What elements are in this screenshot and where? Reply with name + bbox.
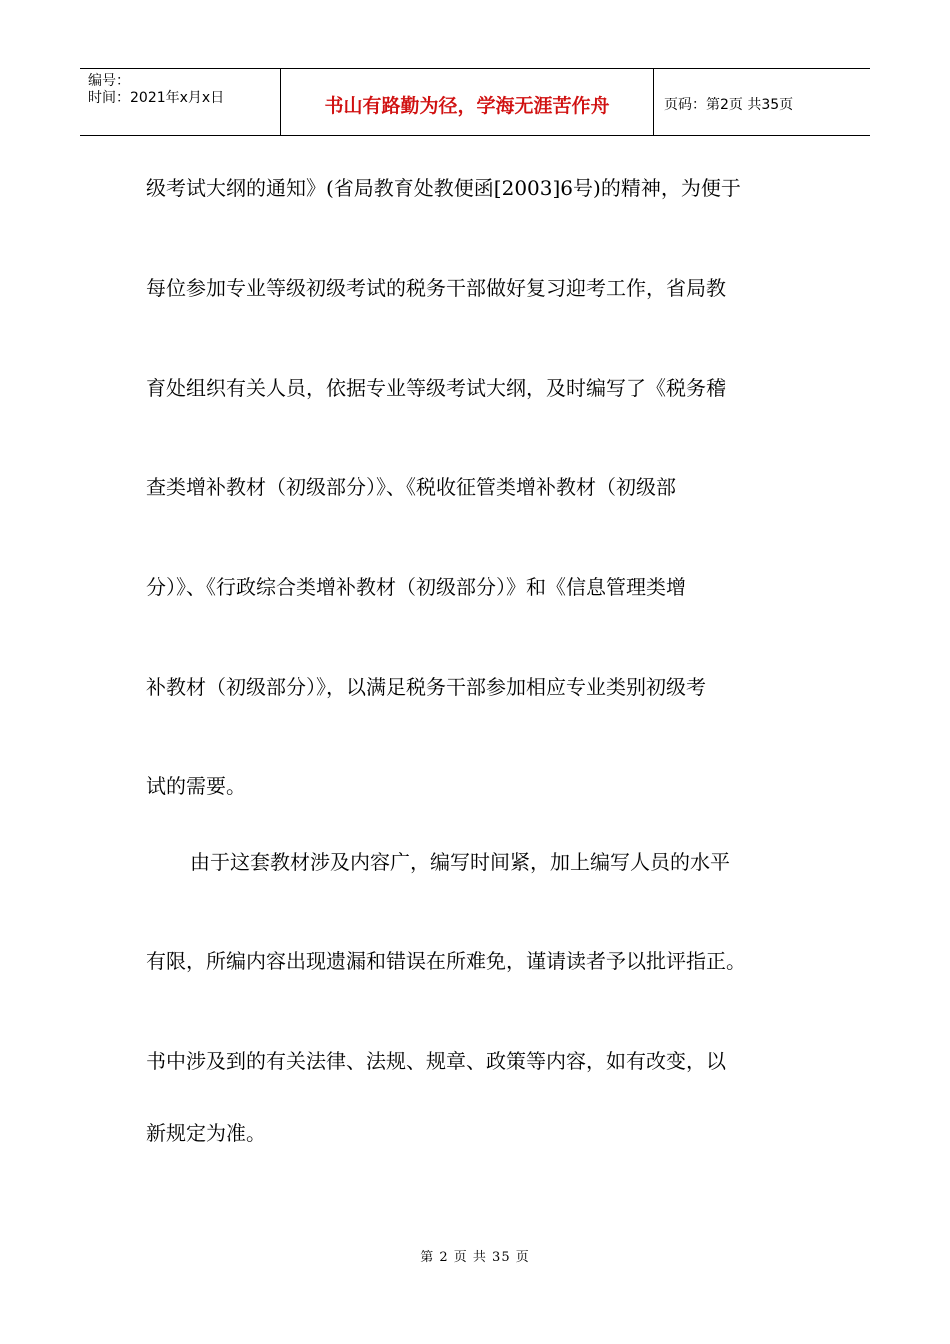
header-meta — [80, 69, 281, 135]
body-line: 有限，所编内容出现遗漏和错误在所难免，谨请读者予以批评指正。 — [146, 949, 746, 973]
page-footer: 第 2 页 共 35 页 — [420, 1250, 530, 1265]
body-line: 由于这套教材涉及内容广，编写时间紧，加上编写人员的水平 — [190, 850, 730, 874]
body-line: 书中涉及到的有关法律、法规、规章、政策等内容，如有改变，以 — [146, 1049, 726, 1073]
page-header — [80, 68, 870, 136]
body-line: 新规定为准。 — [146, 1121, 266, 1145]
body-line: 查类增补教材（初级部分）》、《税收征管类增补教材（初级部 — [146, 475, 676, 499]
header-motto: 书山有路勤为径，学海无涯苦作舟 — [281, 69, 654, 135]
body-line: 级考试大纲的通知》(省局教育处教便函[2003]6号)的精神，为便于 — [146, 176, 741, 200]
body-line: 分）》、《行政综合类增补教材（初级部分）》和《信息管理类增 — [146, 575, 686, 599]
body-line: 每位参加专业等级初级考试的税务干部做好复习迎考工作，省局教 — [146, 276, 726, 300]
body-line: 补教材（初级部分）》，以满足税务干部参加相应专业类别初级考 — [146, 675, 706, 699]
body-line: 试的需要。 — [146, 774, 246, 798]
body-line: 育处组织有关人员，依据专业等级考试大纲，及时编写了《税务稽 — [146, 376, 726, 400]
time-label: 时间：2021年x月x日 — [88, 90, 225, 106]
header-page-info: 页码：第2页 共35页 — [664, 97, 794, 113]
number-label: 编号： — [88, 73, 130, 89]
